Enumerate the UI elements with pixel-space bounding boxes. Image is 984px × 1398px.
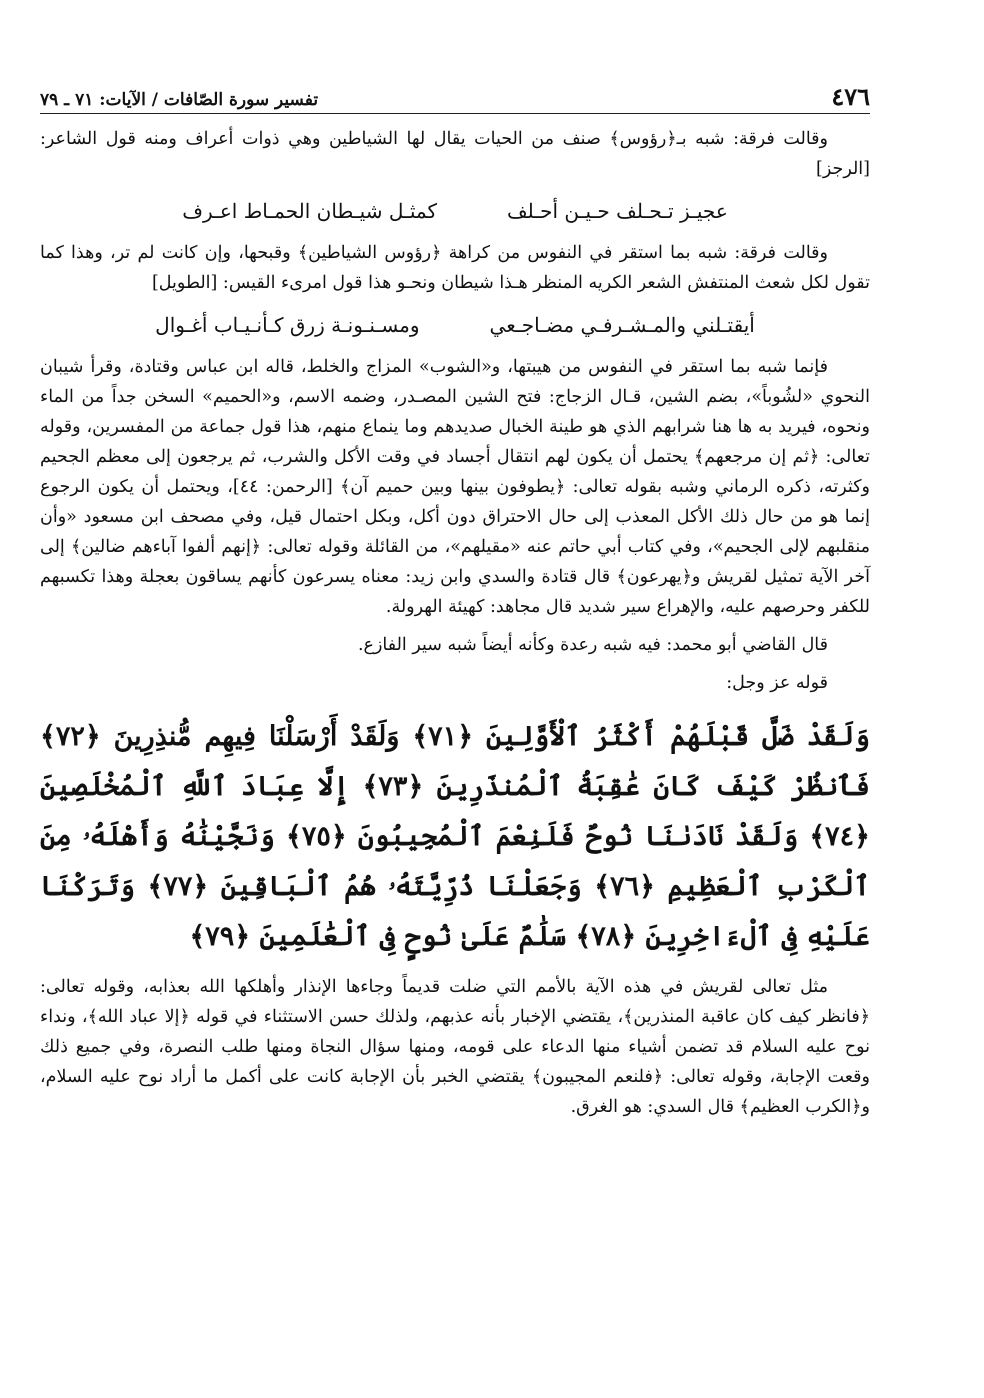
paragraph-5: قوله عز وجل: — [726, 673, 828, 693]
verse-1-first-hemistich: عجيـز تـحـلف حـيـن أحـلف — [506, 199, 728, 223]
page-header — [40, 82, 870, 114]
paragraph-6: مثل تعالى لقريش في هذه الآية بالأمم التي ضلت قديماً وجاءها الإنذار وأهلكها الله بعذابه، وقوله تعالى: ﴿فانظر كيف كان عاقبة المنذرين﴾، يقتضي الإخبار بأنه عذبهم، ولذلك حسن الاستثناء في قوله ﴿إلا عباد الله﴾، ونداء نوح عليه السلام قد تضمن أشياء منها الدعاء على قومه، ومنها سؤال النجاة ومنها طلب النصرة، وفي جميع ذلك وقعت الإجابة، وقوله تعالى: ﴿فلنعم المجيبون﴾ يقتضي الخبر بأن الإجابة كانت على أكمل ما أراد نوح عليه السلام، و﴿الكرب العظيم﴾ قال السدي: هو الغرق. — [40, 977, 870, 1117]
meter-label-tawil: [الطويل] — [151, 273, 218, 293]
verse-2-first-hemistich: أيقتـلني والمـشـرفـي مضـاجـعي — [489, 313, 755, 337]
book-page — [40, 82, 870, 1122]
paragraph-3: فإنما شبه بما استقر في النفوس من هيبتها، و«الشوب» المزاج والخلط، قاله ابن عباس وقتادة، وقرأ شيبان النحوي «لشُوباً»، بضم الشين، قـال الزجاج: فتح الشين المصـدر، وضمه الاسم، و«الحميم» السخن جداً من الماء ونحوه، فيريد به ها هنا شرابهم الذي هو طينة الخبال صديدهم وما ينماع منهم، هذا قول جماعة من المفسرين، وقوله تعالى: ﴿ثم إن مرجعهم﴾ يحتمل أن يكون لهم انتقال أجساد في وقت الأكل والشرب، ثم يرجعون إلى معظم الجحيم وكثرته، ذكره الرماني وشبه بقوله تعالى: ﴿يطوفون بينها وبين حميم آن﴾ [الرحمن: ٤٤]، ويحتمل أن يكون الرجوع إنما هو من حال ذلك الأكل المعذب إلى حال الاحتراق دون أكل، وبكل احتمال قيل، وفي مصحف ابن مسعود «وأن منقلبهم لإلى الجحيم»، وفي كتاب أبي حاتم عنه «مقيلهم»، من القائلة وقوله تعالى: ﴿إنهم ألفوا آباءهم ضالين﴾ إلى آخر الآية تمثيل لقريش و﴿يهرعون﴾ قال قتادة والسدي وابن زيد: معناه يسرعون كأنهم يساقون بعجلة وهذا تكسبهم للكفر وحرصهم عليه، والإهراع سير شديد قال مجاهد: كهيئة الهرولة. — [40, 357, 870, 617]
paragraph-4: قال القاضي أبو محمد: فيه شبه رعدة وكأنه أيضاً شبه سير الفازع. — [357, 635, 828, 655]
paragraph-2 — [40, 238, 870, 298]
running-title: تفسير سورة الصّافات / الآيات: ٧١ ـ ٧٩ — [40, 90, 319, 110]
verse-2-second-hemistich: ومسـنـونـة زرق كـأنـيـاب أغـوال — [155, 313, 420, 337]
quran-verses-block: وَلَقَدْ ضَلَّ قَبْلَهُمْ أَكْثَرُ ٱلْأَوَّلِينَ ﴿٧١﴾ وَلَقَدْ أَرْسَلْنَا فِيهِم مُّنذِرِينَ ﴿٧٢﴾ فَٱنظُرْ كَيْفَ كَانَ عَٰقِبَةُ ٱلْمُنذَرِينَ ﴿٧٣﴾ إِلَّا عِبَادَ ٱللَّهِ ٱلْمُخْلَصِينَ ﴿٧٤﴾ وَلَقَدْ نَادَىٰنَا نُوحٌ فَلَنِعْمَ ٱلْمُجِيبُونَ ﴿٧٥﴾ وَنَجَّيْنَٰهُ وَأَهْلَهُۥ مِنَ ٱلْكَرْبِ ٱلْعَظِيمِ ﴿٧٦﴾ وَجَعَلْنَا ذُرِّيَّتَهُۥ هُمُ ٱلْبَاقِينَ ﴿٧٧﴾ وَتَرَكْنَا عَلَيْهِ فِى ٱلْءَاخِرِينَ ﴿٧٨﴾ سَلَٰمٌ عَلَىٰ نُوحٍ فِى ٱلْعَٰلَمِينَ ﴿٧٩﴾ — [40, 721, 870, 952]
verse-1-second-hemistich: كمثـل شيـطان الحمـاط اعـرف — [182, 199, 437, 223]
poetry-verse-2 — [40, 304, 870, 346]
meter-label-rajaz: [الرجز] — [816, 159, 870, 179]
paragraph-1 — [40, 124, 870, 184]
paragraph-2-text: وقالت فرقة: شبه بما استقر في النفوس من كراهة ﴿رؤوس الشياطين﴾ وقبحها، وإن كانت لم تر، وهذا كما تقول لكل شعث المنتفش الشعر الكريه المنظر هـذا شيطان ونحـو هذا قول امرىء القيس: — [40, 243, 870, 293]
paragraph-1-text: وقالت فرقة: شبه بـ﴿رؤوس﴾ صنف من الحيات يقال لها الشياطين وهي ذوات أعراف ومنه قول الشاعر: — [40, 129, 828, 149]
poetry-verse-1 — [40, 190, 870, 232]
page-number: ٤٧٦ — [831, 82, 870, 111]
